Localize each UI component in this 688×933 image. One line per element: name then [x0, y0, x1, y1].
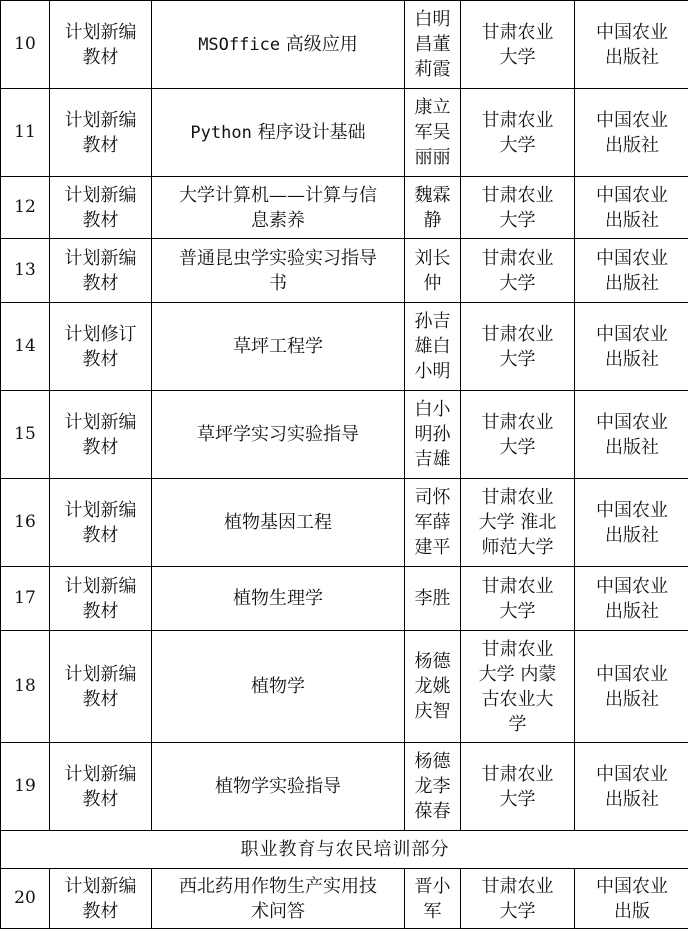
- cell-line: 雄白: [414, 336, 451, 357]
- title-cell: [152, 479, 405, 567]
- row-number: 13: [1, 239, 50, 303]
- school-cell: [461, 567, 575, 631]
- cell-line: 中国农业: [596, 21, 668, 43]
- type-cell: [50, 303, 152, 391]
- type-cell: [50, 869, 152, 929]
- publisher-cell: [575, 869, 688, 929]
- cell-line: 大学: [499, 209, 536, 231]
- cell-line: 中国农业: [596, 411, 668, 433]
- publisher-cell: [575, 239, 688, 303]
- type-cell: [50, 391, 152, 479]
- cell-line: 出版社: [605, 524, 659, 546]
- table-row: [1, 239, 688, 303]
- title-cell: [152, 177, 405, 239]
- school-cell: [461, 743, 575, 831]
- cell-line: 中国农业: [596, 663, 668, 685]
- cell-line: 出版社: [605, 46, 659, 68]
- cell-line: 教材: [82, 272, 119, 294]
- cell-line: 计划新编: [64, 663, 137, 685]
- cell-line: 甘肃农业: [481, 575, 554, 597]
- title-cell: [152, 567, 405, 631]
- school-cell: [461, 303, 575, 391]
- author-cell: [405, 303, 461, 391]
- cell-line: 小明: [414, 361, 451, 382]
- cell-line: 甘肃农业: [481, 763, 554, 785]
- school-cell: [461, 89, 575, 177]
- type-cell: [50, 743, 152, 831]
- publisher-cell: [575, 89, 688, 177]
- type-cell: [50, 567, 152, 631]
- section-row: [1, 831, 688, 869]
- table-row: [1, 743, 688, 831]
- cell-line: 计划新编: [64, 499, 137, 521]
- cell-line: 教材: [82, 348, 119, 370]
- cell-line: 教材: [82, 209, 119, 231]
- school-cell: [461, 869, 575, 929]
- cell-line: 教材: [82, 46, 119, 68]
- type-cell: [50, 479, 152, 567]
- author-cell: [405, 177, 461, 239]
- cell-line: 大学: [499, 46, 536, 68]
- cell-line: 杨德: [414, 651, 451, 672]
- cell-line: 教材: [82, 788, 119, 810]
- cell-line: 大学: [499, 436, 536, 458]
- row-number: 11: [1, 89, 50, 177]
- cell-line: 出版社: [605, 688, 659, 710]
- cell-line: 普通昆虫学实验实习指导: [179, 247, 377, 269]
- type-cell: [50, 177, 152, 239]
- cell-line: MSOffice 高级应用: [198, 33, 358, 55]
- author-cell: [405, 869, 461, 929]
- cell-line: 建平: [414, 537, 451, 558]
- cell-line: 师范大学: [481, 537, 554, 558]
- table-row: [1, 303, 688, 391]
- cell-line: 仲: [423, 272, 442, 294]
- cell-line: 刘长: [414, 247, 451, 269]
- title-cell: [152, 743, 405, 831]
- cell-line: 大学: [499, 600, 536, 622]
- cell-line: 中国农业: [596, 184, 668, 206]
- row-number: 16: [1, 479, 50, 567]
- cell-line: 中国农业: [596, 109, 668, 131]
- table-row: [1, 869, 688, 929]
- cell-line: 康立: [414, 97, 451, 118]
- cell-line: 植物生理学: [233, 588, 323, 609]
- cell-line: 司怀: [414, 487, 451, 508]
- cell-line: 计划修订: [64, 323, 137, 345]
- publisher-cell: [575, 177, 688, 239]
- row-number: 17: [1, 567, 50, 631]
- title-cell: [152, 1, 405, 89]
- cell-line: 草坪工程学: [233, 336, 323, 357]
- table-row: [1, 391, 688, 479]
- cell-line: 孙吉: [414, 311, 451, 332]
- cell-line: 大学: [499, 900, 536, 922]
- row-number: 10: [1, 1, 50, 89]
- cell-line: 教材: [82, 524, 119, 546]
- cell-line: 甘肃农业: [481, 487, 554, 508]
- author-cell: [405, 239, 461, 303]
- table-row: [1, 177, 688, 239]
- cell-line: 书: [269, 272, 287, 294]
- cell-line: 甘肃农业: [481, 638, 554, 660]
- cell-line: 教材: [82, 436, 119, 458]
- cell-line: 静: [423, 209, 442, 231]
- title-cell: [152, 391, 405, 479]
- cell-line: 西北药用作物生产实用技: [179, 875, 377, 897]
- cell-line: 出版社: [605, 134, 659, 156]
- cell-line: 息素养: [251, 209, 305, 231]
- type-cell: [50, 239, 152, 303]
- publisher-cell: [575, 631, 688, 743]
- school-cell: [461, 631, 575, 743]
- publisher-cell: [575, 479, 688, 567]
- cell-line: 大学 淮北: [478, 512, 557, 533]
- row-number: 14: [1, 303, 50, 391]
- cell-line: 出版社: [605, 348, 659, 370]
- cell-line: 军吴: [414, 122, 451, 143]
- publisher-cell: [575, 1, 688, 89]
- cell-line: 学: [508, 713, 527, 735]
- cell-line: 庆智: [414, 701, 451, 722]
- table-row: [1, 479, 688, 567]
- cell-line: 白小: [414, 399, 451, 420]
- cell-line: 中国农业: [596, 575, 668, 597]
- title-cell: [152, 631, 405, 743]
- publisher-cell: [575, 391, 688, 479]
- cell-line: 教材: [82, 600, 119, 622]
- cell-line: 甘肃农业: [481, 411, 554, 433]
- title-cell: [152, 239, 405, 303]
- school-cell: [461, 1, 575, 89]
- cell-line: 计划新编: [64, 21, 137, 43]
- cell-line: 计划新编: [64, 575, 137, 597]
- row-number: 20: [1, 869, 50, 929]
- cell-line: 白明: [414, 9, 451, 30]
- type-cell: [50, 1, 152, 89]
- cell-line: 甘肃农业: [481, 323, 554, 345]
- table-row: [1, 1, 688, 89]
- publisher-cell: [575, 567, 688, 631]
- cell-line: 龙姚: [414, 676, 451, 697]
- cell-line: 李胜: [414, 588, 451, 609]
- row-number: 18: [1, 631, 50, 743]
- cell-line: 晋小: [414, 875, 451, 897]
- cell-line: 中国农业: [596, 323, 668, 345]
- table-row: [1, 631, 688, 743]
- author-cell: [405, 743, 461, 831]
- cell-line: 计划新编: [64, 411, 137, 433]
- cell-line: 大学: [499, 788, 536, 810]
- row-number: 19: [1, 743, 50, 831]
- cell-line: 计划新编: [64, 109, 137, 131]
- cell-line: 教材: [82, 688, 119, 710]
- school-cell: [461, 177, 575, 239]
- cell-line: 吉雄: [414, 449, 451, 470]
- cell-line: 明孙: [414, 424, 451, 445]
- cell-line: 古农业大: [481, 688, 554, 710]
- school-cell: [461, 391, 575, 479]
- publisher-cell: [575, 743, 688, 831]
- cell-line: 甘肃农业: [481, 21, 554, 43]
- cell-line: 出版社: [605, 436, 659, 458]
- author-cell: [405, 391, 461, 479]
- cell-line: 教材: [82, 900, 119, 922]
- title-cell: [152, 89, 405, 177]
- author-cell: [405, 89, 461, 177]
- row-number: 12: [1, 177, 50, 239]
- cell-line: 军薛: [414, 512, 451, 533]
- cell-line: 植物学: [251, 676, 305, 697]
- cell-line: 甘肃农业: [481, 875, 554, 897]
- cell-line: 魏霖: [414, 184, 451, 206]
- school-cell: [461, 479, 575, 567]
- cell-line: 教材: [82, 134, 119, 156]
- cell-line: Python 程序设计基础: [190, 121, 366, 143]
- cell-line: 计划新编: [64, 875, 137, 897]
- cell-line: 甘肃农业: [481, 109, 554, 131]
- table-row: [1, 567, 688, 631]
- cell-line: 草坪学实习实验指导: [197, 424, 359, 445]
- cell-line: 出版: [614, 900, 650, 922]
- cell-line: 甘肃农业: [481, 247, 554, 269]
- author-cell: [405, 567, 461, 631]
- cell-line: 植物基因工程: [224, 512, 332, 533]
- cell-line: 计划新编: [64, 184, 137, 206]
- cell-line: 出版社: [605, 600, 659, 622]
- author-cell: [405, 1, 461, 89]
- cell-line: 大学: [499, 272, 536, 294]
- publisher-cell: [575, 303, 688, 391]
- cell-line: 出版社: [605, 209, 659, 231]
- cell-line: 大学: [499, 348, 536, 370]
- cell-line: 中国农业: [596, 499, 668, 521]
- cell-line: 出版社: [605, 788, 659, 810]
- cell-line: 中国农业: [596, 247, 668, 269]
- cell-line: 军: [423, 900, 442, 922]
- row-number: 15: [1, 391, 50, 479]
- title-cell: [152, 869, 405, 929]
- cell-line: 甘肃农业: [481, 184, 554, 206]
- cell-line: 中国农业: [596, 763, 668, 785]
- cell-line: 术问答: [251, 900, 305, 922]
- school-cell: [461, 239, 575, 303]
- cell-line: 莉霞: [414, 59, 451, 80]
- cell-line: 大学 内蒙: [478, 663, 557, 685]
- author-cell: [405, 631, 461, 743]
- cell-line: 昌董: [414, 34, 451, 55]
- cell-line: 大学: [499, 134, 536, 156]
- cell-line: 龙李: [414, 776, 451, 797]
- cell-line: 丽丽: [414, 147, 451, 168]
- cell-line: 杨德: [414, 751, 451, 772]
- title-cell: [152, 303, 405, 391]
- cell-line: 计划新编: [64, 247, 137, 269]
- cell-line: 出版社: [605, 272, 659, 294]
- table-body: [1, 1, 688, 929]
- cell-line: 植物学实验指导: [215, 776, 341, 797]
- table-row: [1, 89, 688, 177]
- type-cell: [50, 89, 152, 177]
- cell-line: 中国农业: [596, 875, 668, 897]
- type-cell: [50, 631, 152, 743]
- author-cell: [405, 479, 461, 567]
- cell-line: 大学计算机——计算与信: [179, 184, 377, 206]
- cell-line: 葆春: [414, 801, 451, 822]
- section-heading: 职业教育与农民培训部分: [1, 831, 688, 869]
- cell-line: 计划新编: [64, 763, 137, 785]
